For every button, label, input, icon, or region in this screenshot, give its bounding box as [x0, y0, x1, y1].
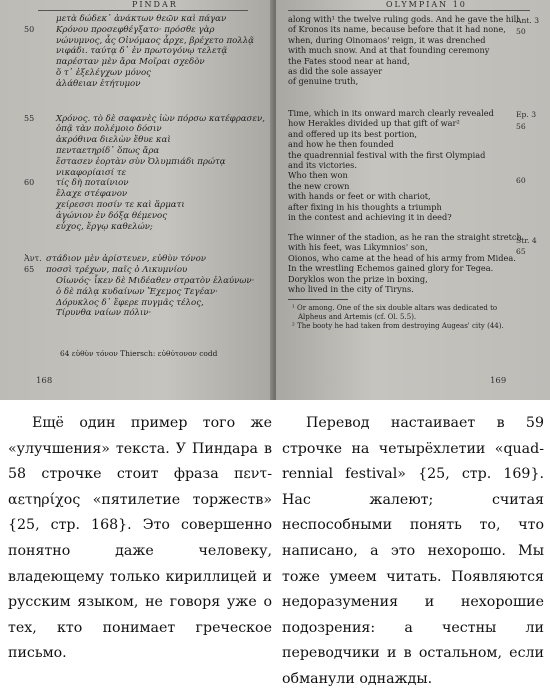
greek-verse-line: χείρεσσι ποσίν τε καὶ ἅρματι [56, 200, 185, 210]
commentary-right-column [282, 411, 544, 693]
translation-line: who lived in the city of Tiryns. [288, 284, 414, 294]
footnote-line: Alpheus and Artemis (cf. Ol. 5.5). [298, 313, 417, 321]
line-number: 56 [516, 122, 526, 131]
line-number: Ἀντ. [24, 254, 42, 264]
line-number: 60 [24, 178, 35, 188]
translation-line: as did the sole assayer [288, 66, 383, 76]
greek-verse-line: ἔστασεν ἑορτὰν σὺν Ὀλυμπιάδι πρώτᾳ [56, 156, 226, 167]
critical-apparatus-note: 64 εὐθὺν τόνον Thiersch: εὐθύτονον codd [60, 349, 218, 358]
translation-line: with his feet, was Likymnios' son, [288, 242, 428, 253]
greek-verse-line: Δόρυκλος δ᾽ ἔφερε πυγμᾶς τέλος, [56, 297, 204, 308]
translation-line: of genuine truth, [288, 76, 359, 87]
line-number: 55 [24, 113, 35, 123]
greek-verse-line: νιφάδι. ταύτᾳ δ᾽ ἐν πρωτογόνῳ τελετᾷ [56, 46, 228, 57]
header-rule [38, 10, 248, 11]
translation-line: along with¹ the twelve ruling gods. And he gave the hill [288, 14, 519, 24]
translation-line: the quadrennial festival with the first Olympiad [288, 149, 486, 160]
translation-line: Doryklos won the prize in boxing, [288, 273, 428, 284]
running-head-pindar: PINDAR [132, 0, 178, 9]
english-translation-page [276, 0, 550, 400]
translation-line: with much snow. And at that founding ceremony [288, 45, 490, 56]
greek-verse-line: πενταετηρίδ᾽ ὅπως ἄρα [56, 146, 160, 156]
greek-verse-line: Οἰωνός· ἷκεν δὲ Μιδέαθεν στρατὸν ἐλαύνων· [56, 276, 255, 286]
greek-verse-line: εὖχος, ἔργῳ καθελών; [56, 221, 153, 232]
translation-line: Time, which in its onward march clearly revealed [288, 108, 494, 118]
greek-verse-line: Χρόνος. τὸ δὲ σαφανὲς ἰὼν πόρσω κατέφρασεν, [56, 113, 265, 124]
greek-verse-line: τίς δὴ ποταίνιον [56, 178, 129, 189]
footnote-separator [288, 299, 348, 300]
translation-line: of Kronos its name, because before that it had none, [288, 24, 506, 35]
footnote-line: ² The booty he had taken from destroying Augeas' city (44). [292, 322, 504, 330]
line-number: 50 [24, 24, 35, 34]
greek-verse-line: ὁπᾷ τὰν πολέμοιο δόσιν [56, 124, 162, 135]
greek-verse-line: ὁ δὲ πάλᾳ κυδαίνων Ἔχεμος Τεγέαν· [56, 286, 218, 297]
stanza-marker: Str. 4 [516, 236, 537, 245]
translation-line: when, during Oinomaos' reign, it was drenched [288, 34, 486, 45]
commentary-left-column [8, 411, 272, 667]
stanza-marker: Ant. 3 [516, 16, 540, 25]
greek-verse-line: ἔλαχε στέφανον [56, 189, 128, 200]
translation-line: and its victories. [288, 160, 357, 170]
greek-verse-line: ποσσὶ τρέχων, παῖς ὁ Λικυμνίου [46, 265, 188, 276]
running-head-olympian: OLYMPIAN 10 [386, 0, 467, 9]
stanza-marker: Ep. 3 [516, 110, 537, 119]
header-rule [288, 10, 530, 11]
line-number: 65 [516, 247, 526, 256]
translation-line: in the contest and achieving it in deed? [288, 212, 452, 222]
greek-text-page [0, 0, 274, 400]
line-number: 65 [24, 265, 35, 275]
greek-verse-line: μετὰ δώδεκ᾽ ἀνάκτων θεῶν καὶ πάγαν [56, 14, 227, 24]
translation-line: how Herakles divided up that gift of war² [288, 118, 460, 129]
translation-line: Oionos, who came at the head of his army from Midea. [288, 252, 516, 263]
page-number: 169 [490, 376, 507, 386]
greek-verse-line: παρέσταν μὲν ἄρα Μοῖραι σχεδὸν [56, 57, 205, 68]
line-number: 50 [516, 27, 526, 36]
translation-line: with hands or feet or with chariot, [288, 191, 431, 202]
translation-line: and offered up its best portion, [288, 128, 418, 139]
translation-line: Who then won [288, 170, 348, 181]
footnote-line: ¹ Or among. One of the six double altars was dedicated to [292, 304, 498, 312]
translation-line: In the wrestling Echemos gained glory for Tegea. [288, 263, 494, 274]
greek-verse-line: ὅ τ᾽ ἐξελέγχων μόνος [56, 68, 151, 78]
greek-verse-line: στάδιον μὲν ἀρίστευεν, εὐθὺν τόνον [46, 254, 206, 265]
greek-verse-line: ἀγώνιον ἐν δόξᾳ θέμενος [56, 210, 168, 221]
greek-verse-line: Κρόνου προσεφθέγξατο· πρόσθε γὰρ [56, 24, 215, 35]
greek-verse-line: νικαφορίαισί τε [56, 167, 127, 178]
translation-line: and how he then founded [288, 139, 394, 150]
page-number: 168 [36, 376, 53, 386]
translation-line: the new crown [288, 180, 350, 191]
commentary-paragraph-right: Перевод настаивает в 59 строчке на четырёхлетии «quad-rennial festival» {25, стр. 169}. Нас жалеют; считая неспособными понять то, что написано, а это нехорошо. Мы тоже умеем читать. Появляются недоразумения и нехорошие подозрения: а честны ли переводчики и в остальном, если обманули однажды. [282, 415, 544, 687]
greek-verse-line: νώνυμνος, ἆς Οἰνόμαος ἆρχε, βρέχετο πολλᾷ [56, 35, 254, 46]
translation-line: after fixing in his thoughts a triumph [288, 201, 442, 212]
greek-verse-line: Τίρυνθα ναίων πόλιν· [56, 308, 152, 319]
stanza-marker: 60 [516, 176, 526, 185]
translation-line: The winner of the stadion, as he ran the straight stretch [288, 232, 522, 242]
greek-verse-line: ἀλάθειαν ἐτήτυμον [56, 78, 141, 89]
greek-verse-line: ἀκρόθινα διελὼν ἔθυε καὶ [56, 135, 171, 146]
translation-line: the Fates stood near at hand, [288, 55, 410, 66]
commentary-paragraph-left: Ещё один пример того же «улучшения» текста. У Пиндара в 58 строчке стоит фраза πεντ-αετηρίχος «пятилетие торжеств» {25, стр. 168}. Это совершенно понятно даже человеку, владеющему только кириллицей и русским языком, не говоря уже о тех, кто понимает греческое письмо. [8, 415, 272, 662]
